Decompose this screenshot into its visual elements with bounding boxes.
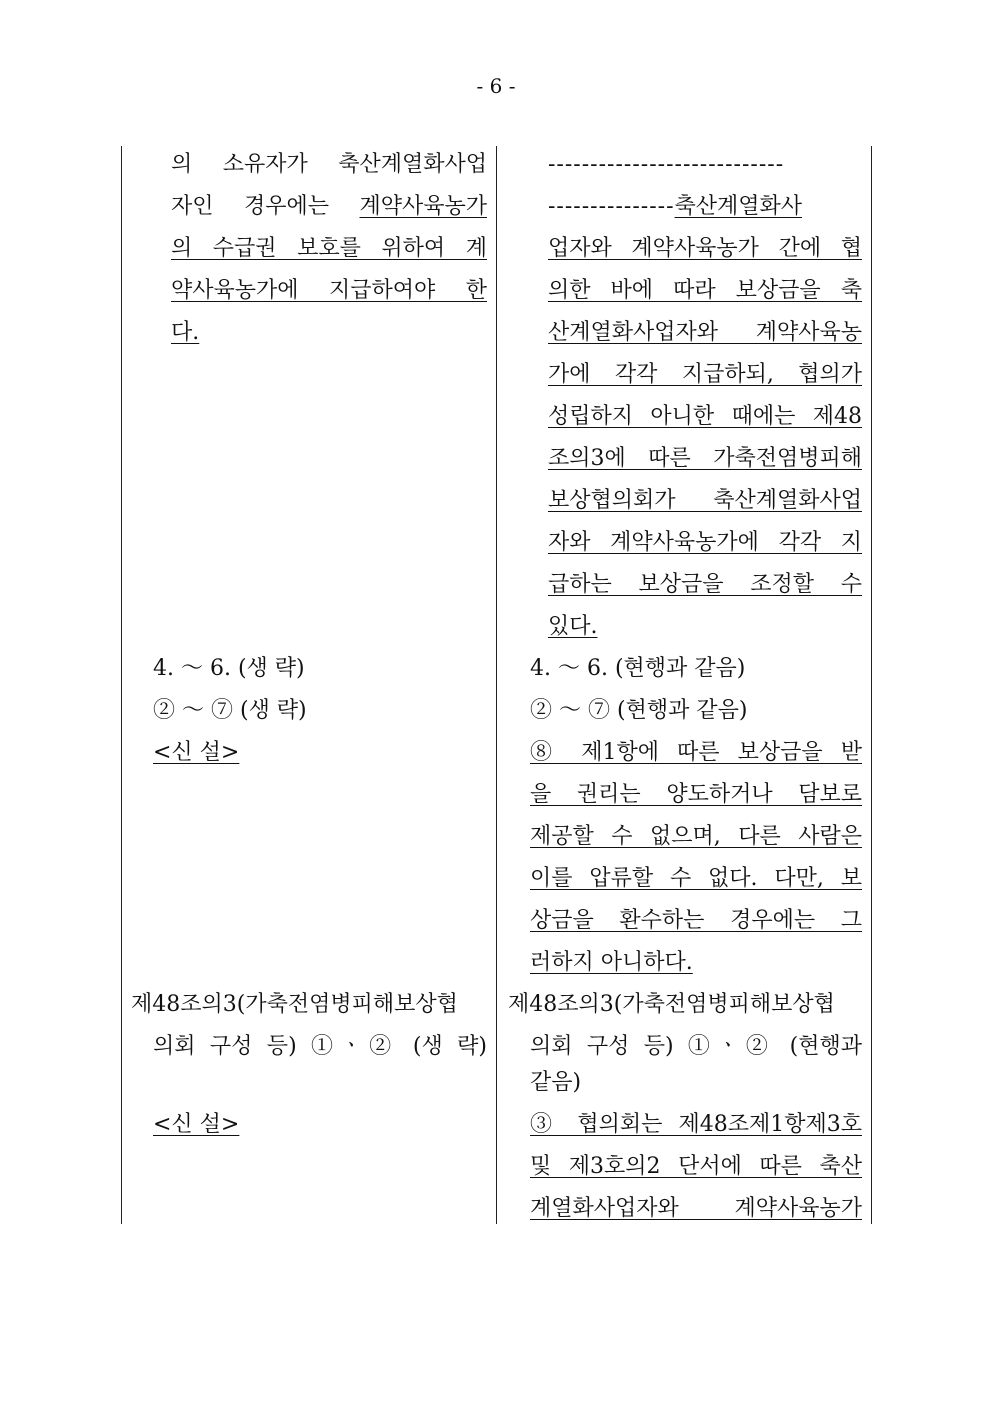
items-4-6-same: 4. ～ 6. (현행과 같음) (530, 656, 746, 681)
clause-8-line: ⑧ 제1항에 따른 보상금을 받 (530, 740, 862, 765)
article-heading-cont: 같음) (530, 1070, 582, 1095)
text-line: 급하는 보상금을 조정할 수 (548, 572, 862, 597)
new-clause-marker: <신 설> (153, 740, 240, 765)
page-number: - 6 - (476, 74, 516, 98)
clause-8-line: 상금을 환수하는 경우에는 그 (530, 908, 862, 933)
items-2-7-same: ② ～ ⑦ (현행과 같음) (530, 698, 748, 723)
text-line: ---------------축산계열화사 (548, 194, 803, 219)
clause-8-line: 러하지 아니하다. (530, 950, 693, 975)
text-line: 다. (171, 320, 200, 345)
article-heading: 제48조의3(가축전염병피해보상협 (131, 992, 458, 1017)
text-line: 있다. (548, 614, 598, 639)
text-line: 의 수급권 보호를 위하여 계 (171, 236, 487, 261)
text-line: 가에 각각 지급하되, 협의가 (548, 362, 862, 387)
text-line: 조의3에 따른 가축전염병피해 (548, 446, 862, 471)
right-border (871, 146, 872, 1224)
clause-8-line: 이를 압류할 수 없다. 다만, 보 (530, 866, 862, 891)
text-line: 약사육농가에 지급하여야 한 (171, 278, 487, 303)
text-line: 자와 계약사육농가에 각각 지 (548, 530, 862, 555)
clause-3-line: 계열화사업자와 계약사육농가 (530, 1196, 862, 1221)
clause-3-line: ③ 협의회는 제48조제1항제3호 (530, 1112, 862, 1137)
clause-8-line: 제공할 수 없으며, 다른 사람은 (530, 824, 862, 849)
article-heading-cont: 의회 구성 등) ①ㆍ② (현행과 (530, 1034, 862, 1059)
text-line: 의 소유자가 축산계열화사업 (171, 152, 487, 177)
clause-8-line: 을 권리는 양도하거나 담보로 (530, 782, 862, 807)
items-4-6-omitted: 4. ～ 6. (생 략) (153, 656, 305, 681)
left-border (121, 146, 122, 1224)
unchanged-dash-line: ---------------------------- (548, 152, 785, 177)
text-line: 산계열화사업자와 계약사육농 (548, 320, 862, 345)
article-heading: 제48조의3(가축전염병피해보상협 (508, 992, 835, 1017)
items-2-7-omitted: ② ～ ⑦ (생 략) (153, 698, 307, 723)
text-line: 업자와 계약사육농가 간에 협 (548, 236, 862, 261)
text-line: 의한 바에 따라 보상금을 축 (548, 278, 862, 303)
article-heading-cont: 의회 구성 등) ①ㆍ② (생 략) (153, 1034, 487, 1059)
new-clause-marker: <신 설> (153, 1112, 240, 1137)
text-line: 보상협의회가 축산계열화사업 (548, 488, 862, 513)
text-line: 성립하지 아니한 때에는 제48 (548, 404, 862, 429)
text-line: 자인 경우에는 계약사육농가 (171, 194, 487, 219)
center-divider (496, 146, 497, 1224)
clause-3-line: 및 제3호의2 단서에 따른 축산 (530, 1154, 862, 1179)
